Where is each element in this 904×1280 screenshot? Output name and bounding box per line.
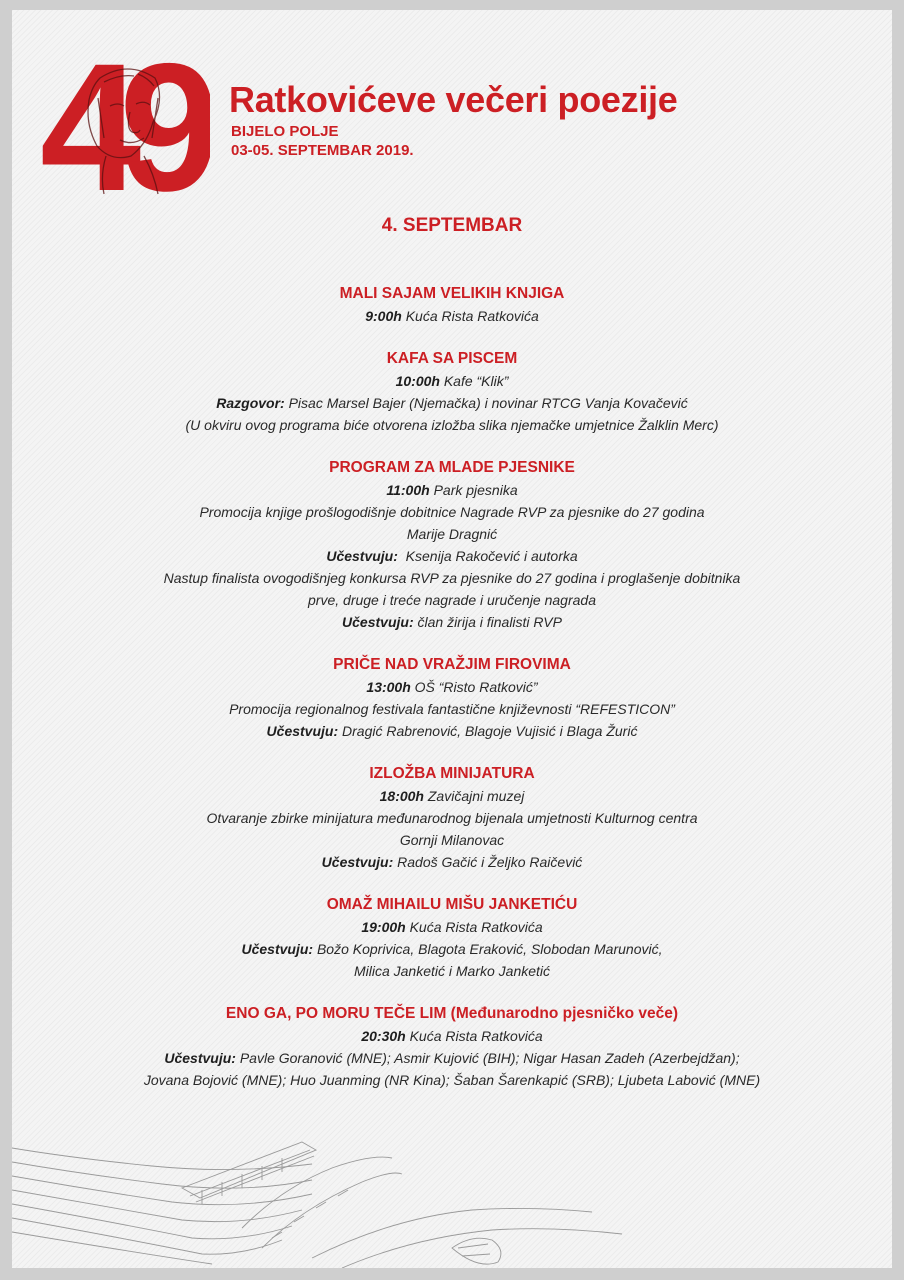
logo-number: 49 — [40, 38, 199, 198]
event-detail-line — [12, 611, 892, 633]
event-time-place — [12, 479, 892, 501]
event-detail-line — [12, 523, 892, 545]
detail-text: Marije Dragnić — [406, 526, 498, 542]
festival-title: Ratkovićeve večeri poezije — [229, 79, 678, 120]
event-detail-line — [12, 589, 892, 611]
detail-text: Nastup finalista ovogodišnjeg konkursa RVP za pjesnike do 27 godina i proglašenje dobitnika — [163, 570, 741, 586]
event-list — [12, 283, 892, 1112]
detail-text: Promocija knjige prošlogodišnje dobitnice Nagrade RVP za pjesnike do 27 godina — [199, 504, 705, 520]
river-bridge-sketch — [12, 1118, 892, 1268]
event-title: ENO GA, PO MORU TEČE LIM (Međunarodno pjesničko veče) — [225, 1005, 679, 1022]
event-detail-line — [12, 392, 892, 414]
event-time-place — [12, 305, 892, 327]
event-detail-line — [12, 1069, 892, 1091]
event-place: Kafe “Klik” — [443, 373, 509, 389]
event-title: MALI SAJAM VELIKIH KNJIGA — [339, 285, 565, 302]
event-place: Kuća Rista Ratkovića — [409, 919, 543, 935]
event-block — [12, 654, 892, 742]
event-detail-line — [12, 851, 892, 873]
program-page — [12, 10, 892, 1268]
event-time-place — [12, 676, 892, 698]
detail-text: prve, druge i treće nagrade i uručenje nagrada — [308, 592, 596, 608]
event-time-place — [12, 916, 892, 938]
event-title: PROGRAM ZA MLADE PJESNIKE — [329, 459, 575, 476]
detail-text: Pavle Goranović (MNE); Asmir Kujović (BIH); Nigar Hasan Zadeh (Azerbejdžan); — [235, 1050, 740, 1066]
event-title: OMAŽ MIHAILU MIŠU JANKETIĆU — [326, 896, 578, 913]
detail-text: Dragić Rabrenović, Blagoje Vujisić i Blaga Žurić — [338, 723, 638, 739]
detail-text: Otvaranje zbirke minijatura međunarodnog bijenala umjetnosti Kulturnog centra — [206, 810, 698, 826]
event-place: Kuća Rista Ratkovića — [405, 308, 539, 324]
detail-text: Milica Janketić i Marko Janketić — [353, 963, 551, 979]
detail-label: Razgovor: — [216, 395, 285, 411]
festival-logo — [40, 38, 210, 198]
festival-location: BIJELO POLJE — [231, 123, 339, 140]
event-place: OŠ “Risto Ratković” — [414, 679, 538, 695]
event-detail-line — [12, 720, 892, 742]
event-detail-line — [12, 1047, 892, 1069]
event-title: KAFA SA PISCEM — [386, 350, 518, 367]
detail-text: Jovana Bojović (MNE); Huo Juanming (NR Kina); Šaban Šarenkapić (SRB); Ljubeta Labović (MNE) — [143, 1072, 761, 1088]
detail-text: Radoš Gačić i Željko Raičević — [393, 854, 583, 870]
festival-dates: 03-05. SEPTEMBAR 2019. — [231, 142, 414, 159]
event-detail-line — [12, 698, 892, 720]
detail-label: Učestvuju: — [241, 941, 314, 957]
detail-label: Učestvuju: — [266, 723, 339, 739]
event-block — [12, 457, 892, 633]
event-detail-line — [12, 960, 892, 982]
event-time: 13:00h — [366, 679, 411, 695]
event-title: PRIČE NAD VRAŽJIM FIROVIMA — [333, 656, 571, 673]
detail-text: Božo Koprivica, Blagota Eraković, Slobodan Marunović, — [313, 941, 663, 957]
detail-label: Učestvuju: — [321, 854, 394, 870]
event-block — [12, 894, 892, 982]
event-time: 11:00h — [386, 482, 430, 498]
event-block — [12, 348, 892, 436]
event-block — [12, 1003, 892, 1091]
event-time-place — [12, 370, 892, 392]
event-detail-line — [12, 501, 892, 523]
detail-label: Učestvuju: — [164, 1050, 236, 1066]
detail-text: Gornji Milanovac — [399, 832, 505, 848]
event-time: 19:00h — [361, 919, 406, 935]
event-time: 10:00h — [395, 373, 440, 389]
event-detail-line — [12, 807, 892, 829]
event-detail-line — [12, 414, 892, 436]
event-title: IZLOŽBA MINIJATURA — [369, 765, 535, 782]
detail-text: Pisac Marsel Bajer (Njemačka) i novinar RTCG Vanja Kovačević — [284, 395, 688, 411]
event-place: Park pjesnika — [433, 482, 518, 498]
event-place: Zavičajni muzej — [427, 788, 525, 804]
event-time: 20:30h — [361, 1028, 406, 1044]
event-detail-line — [12, 567, 892, 589]
day-heading: 4. SEPTEMBAR — [381, 215, 523, 236]
event-detail-line — [12, 829, 892, 851]
detail-text: Ksenija Rakočević i autorka — [397, 548, 578, 564]
detail-label: Učestvuju: — [342, 614, 414, 630]
detail-label: Učestvuju: — [326, 548, 398, 564]
event-time: 9:00h — [365, 308, 402, 324]
event-time-place — [12, 1025, 892, 1047]
detail-text: (U okviru ovog programa biće otvorena izložba slika njemačke umjetnice Žalklin Merc) — [185, 417, 719, 433]
event-time-place — [12, 785, 892, 807]
event-detail-line — [12, 938, 892, 960]
detail-text: član žirija i finalisti RVP — [413, 614, 562, 630]
detail-text: Promocija regionalnog festivala fantastične književnosti “REFESTICON” — [229, 701, 675, 717]
event-block — [12, 763, 892, 873]
event-detail-line — [12, 545, 892, 567]
event-place: Kuća Rista Ratkovića — [409, 1028, 543, 1044]
event-time: 18:00h — [379, 788, 424, 804]
event-block — [12, 283, 892, 327]
